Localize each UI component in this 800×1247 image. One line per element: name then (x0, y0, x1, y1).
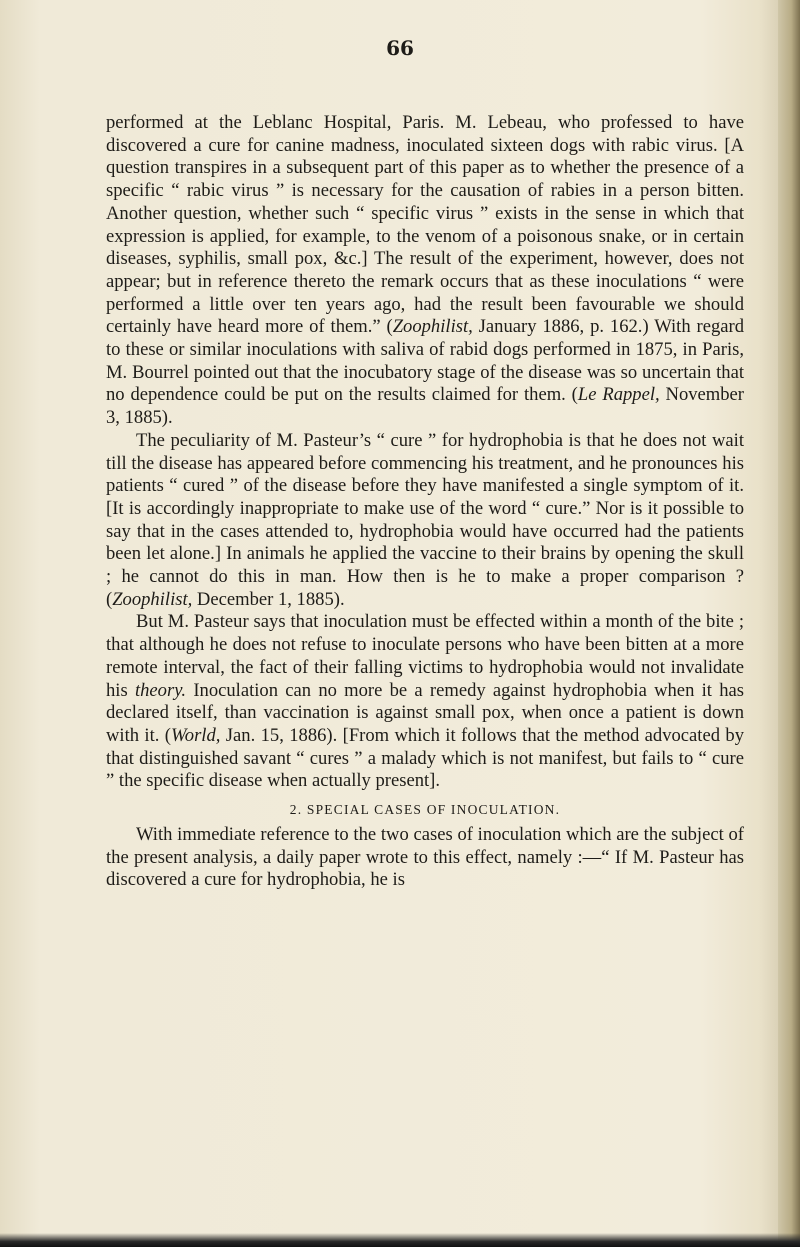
paragraph-3 (106, 611, 744, 793)
page-number: 66 (386, 36, 414, 60)
paragraph-4: With immediate reference to the two cases of inoculation which are the subject of the present analysis, a daily paper wrote to this effect, namely :—“ If M. Pasteur has discovered a cure for hydrophobia, he is (106, 823, 744, 891)
citation-title: Zoophilist, (112, 588, 193, 610)
citation-title: Zoophilist, (392, 316, 473, 338)
paragraph-1 (106, 112, 744, 430)
text-run: performed at the Leblanc Hospital, Paris. M. Lebeau, who professed to have discovered a cure for canine madness, inoculated sixteen dogs with rabic virus. [A question transpires in a subsequent part of this paper as to whether the presence of a specific “ rabic virus ” is necessary for the causation of rabies in a person bitten. Another question, whether such “ specific virus ” exists in the sense in which that expression is applied, for example, to the venom of a poisonous snake, or in certain diseases, syphilis, small pox, &c.] The result of the experiment, however, does not appear; but in reference thereto the remark occurs that as these inoculations “ were performed a little over ten years ago, had the result been favourable we should certainly have heard more of them.” ( (106, 112, 744, 338)
section-heading: 2. SPECIAL CASES OF INOCULATION. (289, 802, 561, 818)
page-binding-edge (778, 0, 800, 1247)
text-run: The peculiarity of M. Pasteur’s “ cure ” for hydrophobia is that he does not wait till the disease has appeared before commencing his treatment, and he pronounces his patients “ cured ” of the disease before they have manifested a single symptom of it. [It is accordingly inappropriate to make use of the word “ cure.” Nor is it possible to say that in the cases attended to, hydrophobia would have occurred had the patients been let alone.] In animals he applied the vaccine to their brains by opening the skull ; he cannot do this in man. How then is he to make a proper comparison ? ( (106, 429, 744, 610)
citation-title: Le Rappel, (577, 384, 660, 406)
body-text (106, 112, 744, 892)
text-run: Inoculation can no more be a remedy against hydrophobia when it has declared itself, than vaccination is against small pox, when once a patient is down with it. ( (106, 679, 744, 746)
page-bottom-shadow (0, 1233, 800, 1247)
text-run: November 3, 1885). (106, 384, 744, 429)
citation-title: World, (170, 724, 221, 746)
text-run: January 1886, p. 162.) With regard to these or similar inoculations with saliva of rabid dogs performed in 1875, in Paris, M. Bourrel pointed out that the inocubatory stage of the disease was so uncertain that no dependence could be put on the results claimed for them. ( (106, 316, 744, 406)
text-run: Jan. 15, 1886). [From which it follows that the method advocated by that distinguished savant “ cures ” a malady which is not manifest, but fails to “ cure ” the specific disease when actually present]. (106, 724, 744, 792)
text-run: But M. Pasteur says that inoculation must be effected within a month of the bite ; that although he does not refuse to inoculate persons who have been bitten at a more remote interval, the fact of their falling victims to hydrophobia would not invalidate his (106, 611, 744, 701)
paragraph-2 (106, 430, 744, 612)
text-run: December 1, 1885). (192, 588, 345, 610)
emphasis: theory. (134, 679, 187, 701)
